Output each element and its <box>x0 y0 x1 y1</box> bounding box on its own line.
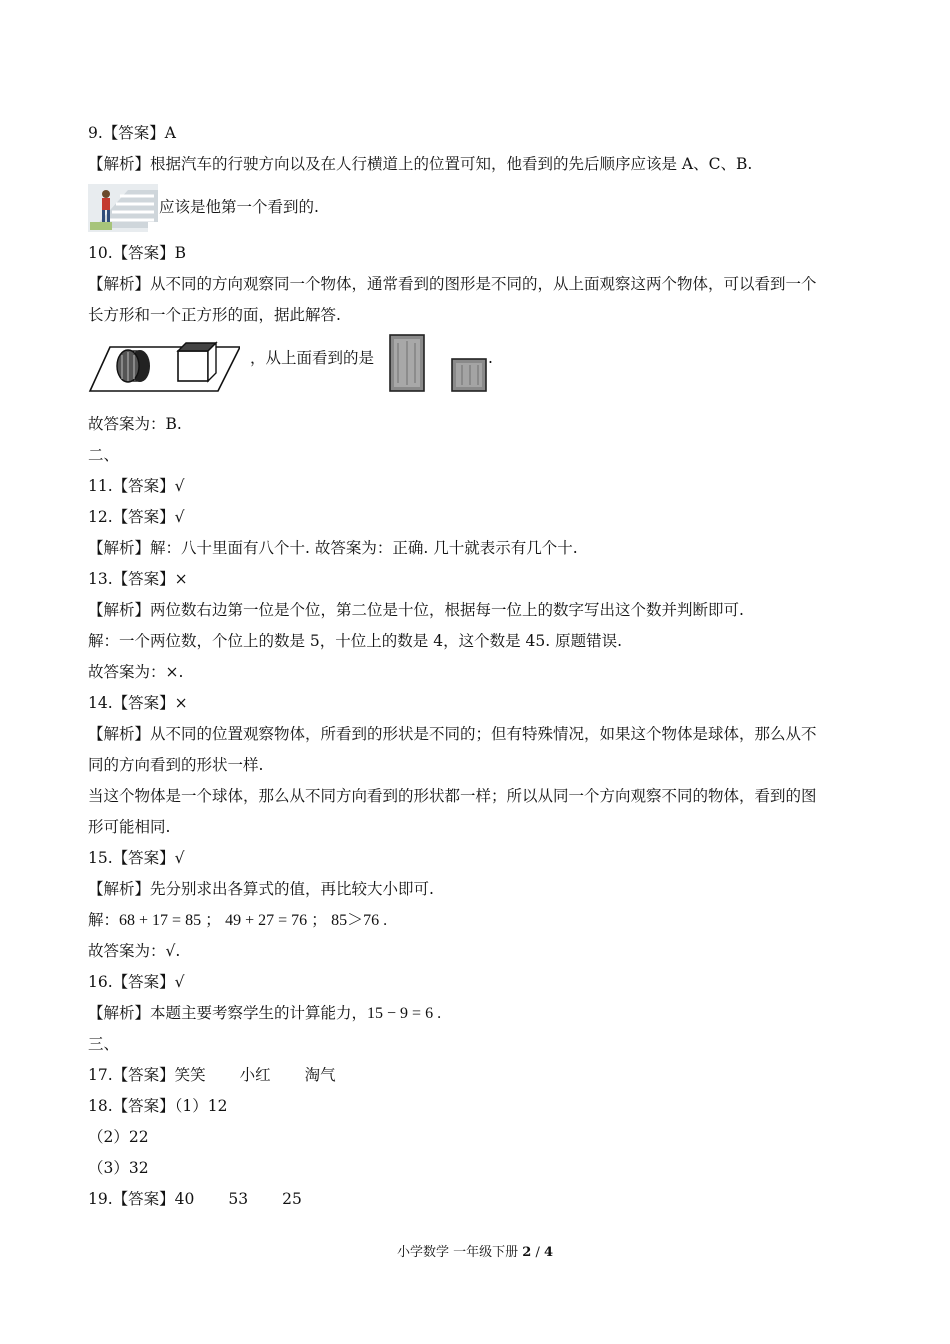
footer-page-number: 2 <box>522 1245 532 1260</box>
q10-answer: 10.【答案】B <box>88 244 187 262</box>
q10-explanation-line1: 【解析】从不同的方向观察同一个物体，通常看到的图形是不同的，从上面观察这两个物体，可以看到一个 <box>88 275 817 293</box>
q16-explanation-math: 15 − 9 = 6 . <box>367 1005 442 1022</box>
q14-explanation-line4: 形可能相同. <box>88 818 171 836</box>
q10-figure-end: . <box>488 349 493 367</box>
q13-explanation: 【解析】两位数右边第一位是个位，第二位是十位，根据每一位上的数字写出这个数并判断即可. <box>88 601 744 619</box>
q18-answer: 18.【答案】（1）12 <box>88 1097 228 1115</box>
q15-explanation: 【解析】先分别求出各算式的值，再比较大小即可. <box>88 880 434 898</box>
q16-answer: 16.【答案】√ <box>88 973 185 991</box>
q13-answer: 13.【答案】× <box>88 570 188 588</box>
rectangle-top-view-image <box>388 333 426 393</box>
q14-explanation-line2: 同的方向看到的形状一样. <box>88 756 264 774</box>
document-page <box>88 118 868 1215</box>
q19-answer-1: 19.【答案】40 <box>88 1190 195 1208</box>
q15-solution-prefix: 解： <box>88 911 120 929</box>
q16-explanation-prefix: 【解析】本题主要考察学生的计算能力， <box>88 1004 368 1022</box>
crosswalk-child-image <box>88 184 158 232</box>
q9-figure-text: 应该是他第一个看到的. <box>159 198 319 216</box>
q19-answer-2: 53 <box>228 1190 249 1208</box>
q10-figure-text: ，从上面看到的是 <box>250 349 375 367</box>
q10-explanation-line2: 长方形和一个正方形的面，据此解答. <box>88 306 341 324</box>
q9-answer: 9.【答案】A <box>88 124 176 142</box>
q9-figure-row <box>88 180 868 238</box>
q14-explanation-line3: 当这个物体是一个球体，那么从不同方向看到的形状都一样；所以从同一个方向观察不同的物体，看到的图 <box>88 787 817 805</box>
q14-explanation-line1: 【解析】从不同的位置观察物体，所看到的形状是不同的；但有特殊情况，如果这个物体是球体，那么从不 <box>88 725 817 743</box>
q17-answer-2: 小红 <box>239 1066 271 1084</box>
q16-explanation <box>88 998 868 1029</box>
q17-answer-3: 淘气 <box>304 1066 336 1084</box>
q12-explanation: 【解析】解：八十里面有八个十. 故答案为：正确. 几十就表示有几个十. <box>88 539 578 557</box>
q15-answer: 15.【答案】√ <box>88 849 185 867</box>
q15-solution <box>88 905 868 936</box>
q17-answer <box>88 1060 868 1091</box>
cylinder-cube-on-plane-image <box>88 335 240 395</box>
q18-part-2: （2）22 <box>88 1128 149 1146</box>
q15-solution-math: 68 + 17 = 85 ； 49 + 27 = 76 ； 85＞76 . <box>119 912 388 929</box>
q14-answer: 14.【答案】× <box>88 694 188 712</box>
q10-final: 故答案为：B. <box>88 415 182 433</box>
q17-answer-1: 17.【答案】笑笑 <box>88 1066 206 1084</box>
q13-final: 故答案为：×. <box>88 663 184 681</box>
q18-part-3: （3）32 <box>88 1159 149 1177</box>
q11-answer: 11.【答案】√ <box>88 477 185 495</box>
square-top-view-image <box>450 357 488 393</box>
q13-solution: 解：一个两位数，个位上的数是 5，十位上的数是 4，这个数是 45. 原题错误. <box>88 632 623 650</box>
q15-final: 故答案为：√. <box>88 942 181 960</box>
q10-figure-row <box>88 331 868 409</box>
section-2-heading: 二、 <box>88 446 120 464</box>
q19-answer <box>88 1184 868 1215</box>
footer-subject: 小学数学 一年级下册 <box>396 1245 519 1260</box>
q12-answer: 12.【答案】√ <box>88 508 185 526</box>
page-footer <box>0 1243 950 1263</box>
q19-answer-3: 25 <box>282 1190 302 1208</box>
section-3-heading: 三、 <box>88 1035 120 1053</box>
footer-page-total: 4 <box>543 1245 554 1260</box>
footer-separator: / <box>531 1245 544 1260</box>
q9-explanation: 【解析】根据汽车的行驶方向以及在人行横道上的位置可知，他看到的先后顺序应该是 A、C、B. <box>88 155 753 173</box>
